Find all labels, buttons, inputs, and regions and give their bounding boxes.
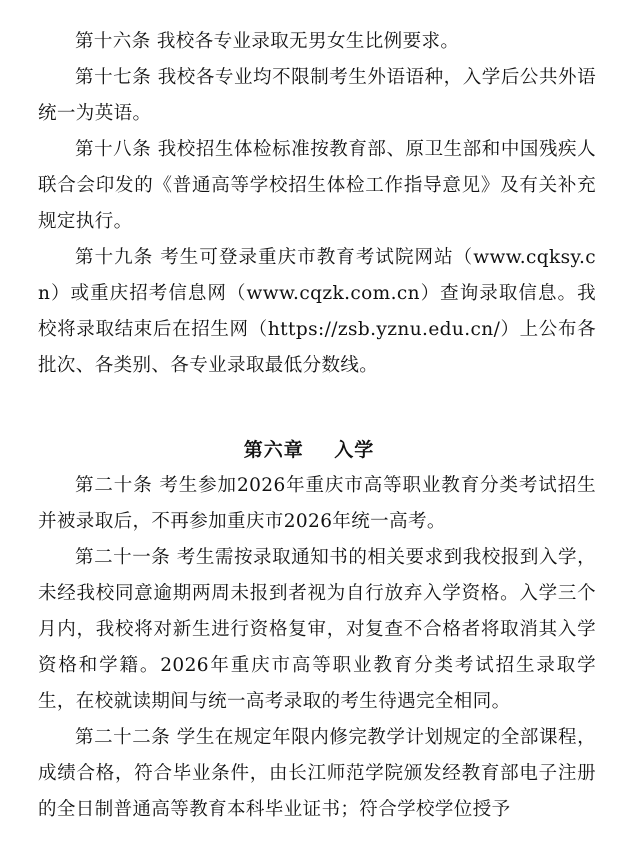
article-19: 第十九条 考生可登录重庆市教育考试院网站（www.cqksy.cn）或重庆招考信息网（www.cqzk.com.cn）查询录取信息。我校将录取结束后在招生网（https://zsb.yznu.edu.cn/）上公布各批次、各类别、各专业录取最低分数线。 bbox=[38, 247, 596, 376]
article-22: 第二十二条 学生在规定年限内修完教学计划规定的全部课程，成绩合格，符合毕业条件，由长江师范学院颁发经教育部电子注册的全日制普通高等教育本科毕业证书；符合学校学位授予 bbox=[38, 727, 596, 820]
chapter-title: 第六章 入学 bbox=[243, 439, 375, 461]
article-16: 第十六条 我校各专业录取无男女生比例要求。 bbox=[75, 31, 460, 52]
article-18: 第十八条 我校招生体检标准按教育部、原卫生部和中国残疾人联合会印发的《普通高等学校招生体检工作指导意见》及有关补充规定执行。 bbox=[38, 139, 596, 232]
article-20: 第二十条 考生参加2026年重庆市高等职业教育分类考试招生并被录取后，不再参加重庆市2026年统一高考。 bbox=[38, 475, 596, 532]
article-21: 第二十一条 考生需按录取通知书的相关要求到我校报到入学，未经我校同意逾期两周未报到者视为自行放弃入学资格。入学三个月内，我校将对新生进行资格复审，对复查不合格者将取消其入学资格和学籍。2026年重庆市高等职业教育分类考试招生录取学生，在校就读期间与统一高考录取的考生待遇完全相同。 bbox=[38, 547, 596, 712]
article-17: 第十七条 我校各专业均不限制考生外语语种，入学后公共外语统一为英语。 bbox=[38, 67, 596, 124]
